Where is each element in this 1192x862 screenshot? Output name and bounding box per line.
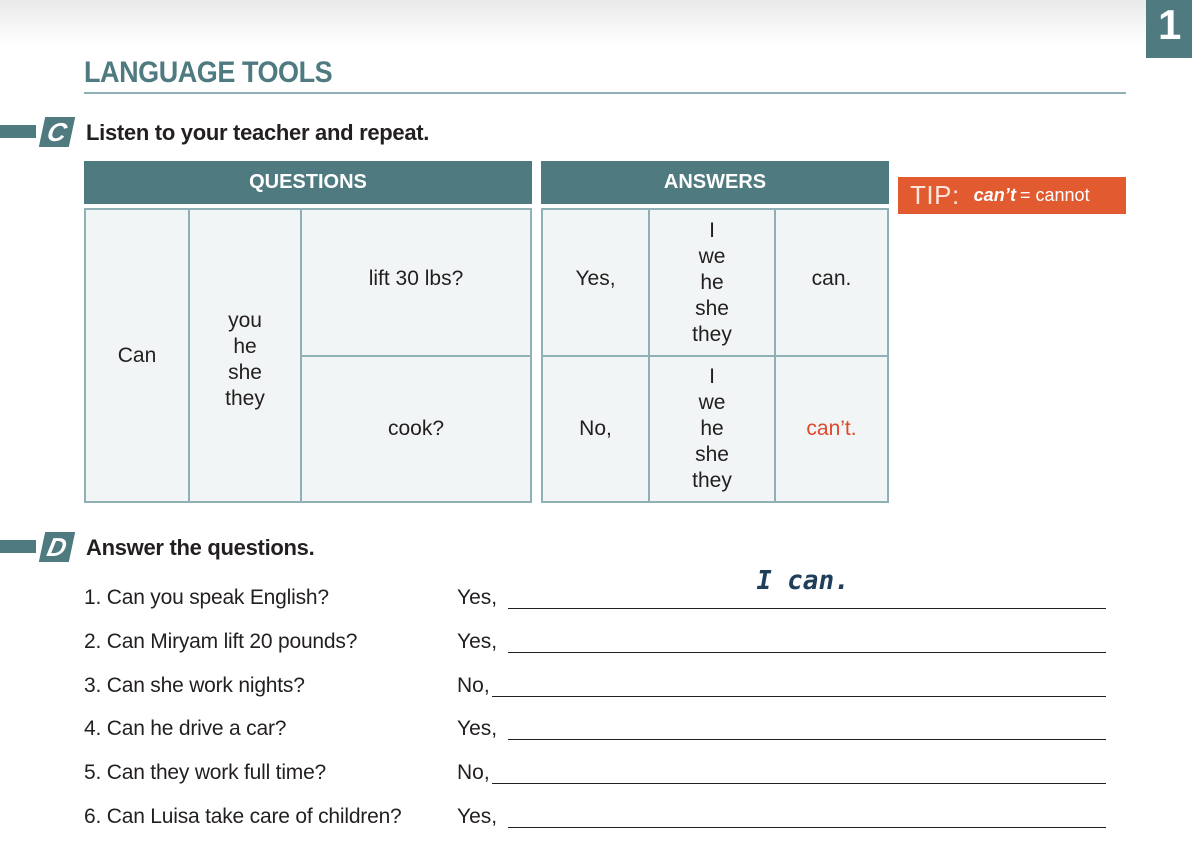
answer-blank[interactable] bbox=[508, 652, 1106, 653]
answer-can: can. bbox=[811, 266, 852, 290]
exercise-d-letter-badge: D bbox=[39, 532, 75, 562]
answer-subjects-positive bbox=[650, 210, 774, 355]
exercise-c-bar-marker bbox=[0, 125, 36, 138]
answer-prompt: Yes, bbox=[457, 630, 498, 653]
answer-prompt: Yes, bbox=[457, 805, 498, 828]
question-text: 1. Can you speak English? bbox=[84, 586, 329, 609]
exercise-c-letter-badge: C bbox=[39, 117, 75, 147]
page-top-shade bbox=[0, 0, 1192, 44]
answer-blank[interactable] bbox=[508, 739, 1106, 740]
modal-cell bbox=[86, 210, 188, 501]
questions-header: QUESTIONS bbox=[84, 161, 532, 204]
answer-prompt: Yes, bbox=[457, 586, 498, 609]
answer-subject: he bbox=[700, 270, 724, 294]
answer-blank[interactable] bbox=[508, 827, 1106, 828]
page-number-tab: 1 bbox=[1146, 0, 1192, 58]
modal-can: Can bbox=[117, 343, 157, 367]
answer-subject: they bbox=[692, 469, 732, 492]
handwritten-answer: I can. bbox=[753, 566, 853, 596]
question-item-3 bbox=[84, 674, 1114, 704]
answer-blank[interactable] bbox=[492, 783, 1106, 784]
question-subjects-cell bbox=[190, 210, 300, 501]
answer-cant: can’t. bbox=[806, 417, 857, 440]
question-item-5 bbox=[84, 761, 1114, 791]
answer-prompt: Yes, bbox=[457, 717, 498, 740]
question-subject: they bbox=[225, 386, 265, 410]
verb-cook: cook? bbox=[387, 417, 445, 440]
answer-blank[interactable] bbox=[492, 696, 1106, 697]
question-item-6 bbox=[84, 805, 1114, 835]
answer-prompt: No, bbox=[457, 761, 490, 784]
tip-box bbox=[898, 177, 1126, 214]
question-item-2 bbox=[84, 630, 1114, 660]
verb-lift: lift 30 lbs? bbox=[368, 266, 464, 290]
answer-cant-cell bbox=[776, 357, 887, 501]
answer-yes-cell bbox=[543, 210, 648, 355]
answer-subject: we bbox=[698, 244, 726, 268]
exercise-c-instruction: Listen to your teacher and repeat. bbox=[86, 120, 430, 145]
answer-can-cell bbox=[776, 210, 887, 355]
question-text: 6. Can Luisa take care of children? bbox=[84, 805, 402, 828]
answer-subject: she bbox=[695, 296, 729, 320]
title-divider bbox=[84, 92, 1126, 94]
answer-prompt: No, bbox=[457, 674, 490, 697]
question-item-4 bbox=[84, 717, 1114, 747]
answer-subject: I bbox=[709, 365, 715, 388]
tip-word: can’t bbox=[973, 185, 1017, 205]
question-item-1 bbox=[84, 566, 1114, 616]
answer-no: No, bbox=[579, 417, 612, 440]
questions-grid bbox=[84, 208, 532, 503]
answer-yes: Yes, bbox=[575, 266, 616, 290]
answer-subject: she bbox=[695, 443, 729, 466]
answer-no-cell bbox=[543, 357, 648, 501]
section-title: LANGUAGE TOOLS bbox=[84, 56, 333, 89]
question-subject: she bbox=[228, 360, 262, 384]
question-text: 4. Can he drive a car? bbox=[84, 717, 287, 740]
answers-header: ANSWERS bbox=[541, 161, 889, 204]
answer-subject: I bbox=[709, 218, 715, 242]
verb-cell-cook bbox=[302, 357, 530, 501]
question-text: 2. Can Miryam lift 20 pounds? bbox=[84, 630, 358, 653]
question-text: 3. Can she work nights? bbox=[84, 674, 305, 697]
answer-subject: we bbox=[698, 391, 726, 414]
tip-definition: = cannot bbox=[1020, 185, 1090, 205]
answers-grid bbox=[541, 208, 889, 503]
tip-label: TIP: bbox=[910, 180, 960, 210]
answer-subject: they bbox=[692, 322, 732, 346]
exercise-d-instruction: Answer the questions. bbox=[86, 535, 315, 560]
question-text: 5. Can they work full time? bbox=[84, 761, 327, 784]
answer-subject: he bbox=[700, 417, 724, 440]
exercise-d-bar-marker bbox=[0, 540, 36, 553]
answer-subjects-negative bbox=[650, 357, 774, 501]
question-subject: you bbox=[228, 308, 262, 332]
question-subject: he bbox=[233, 334, 257, 358]
answer-blank[interactable] bbox=[508, 608, 1106, 609]
verb-cell-lift bbox=[302, 210, 530, 355]
